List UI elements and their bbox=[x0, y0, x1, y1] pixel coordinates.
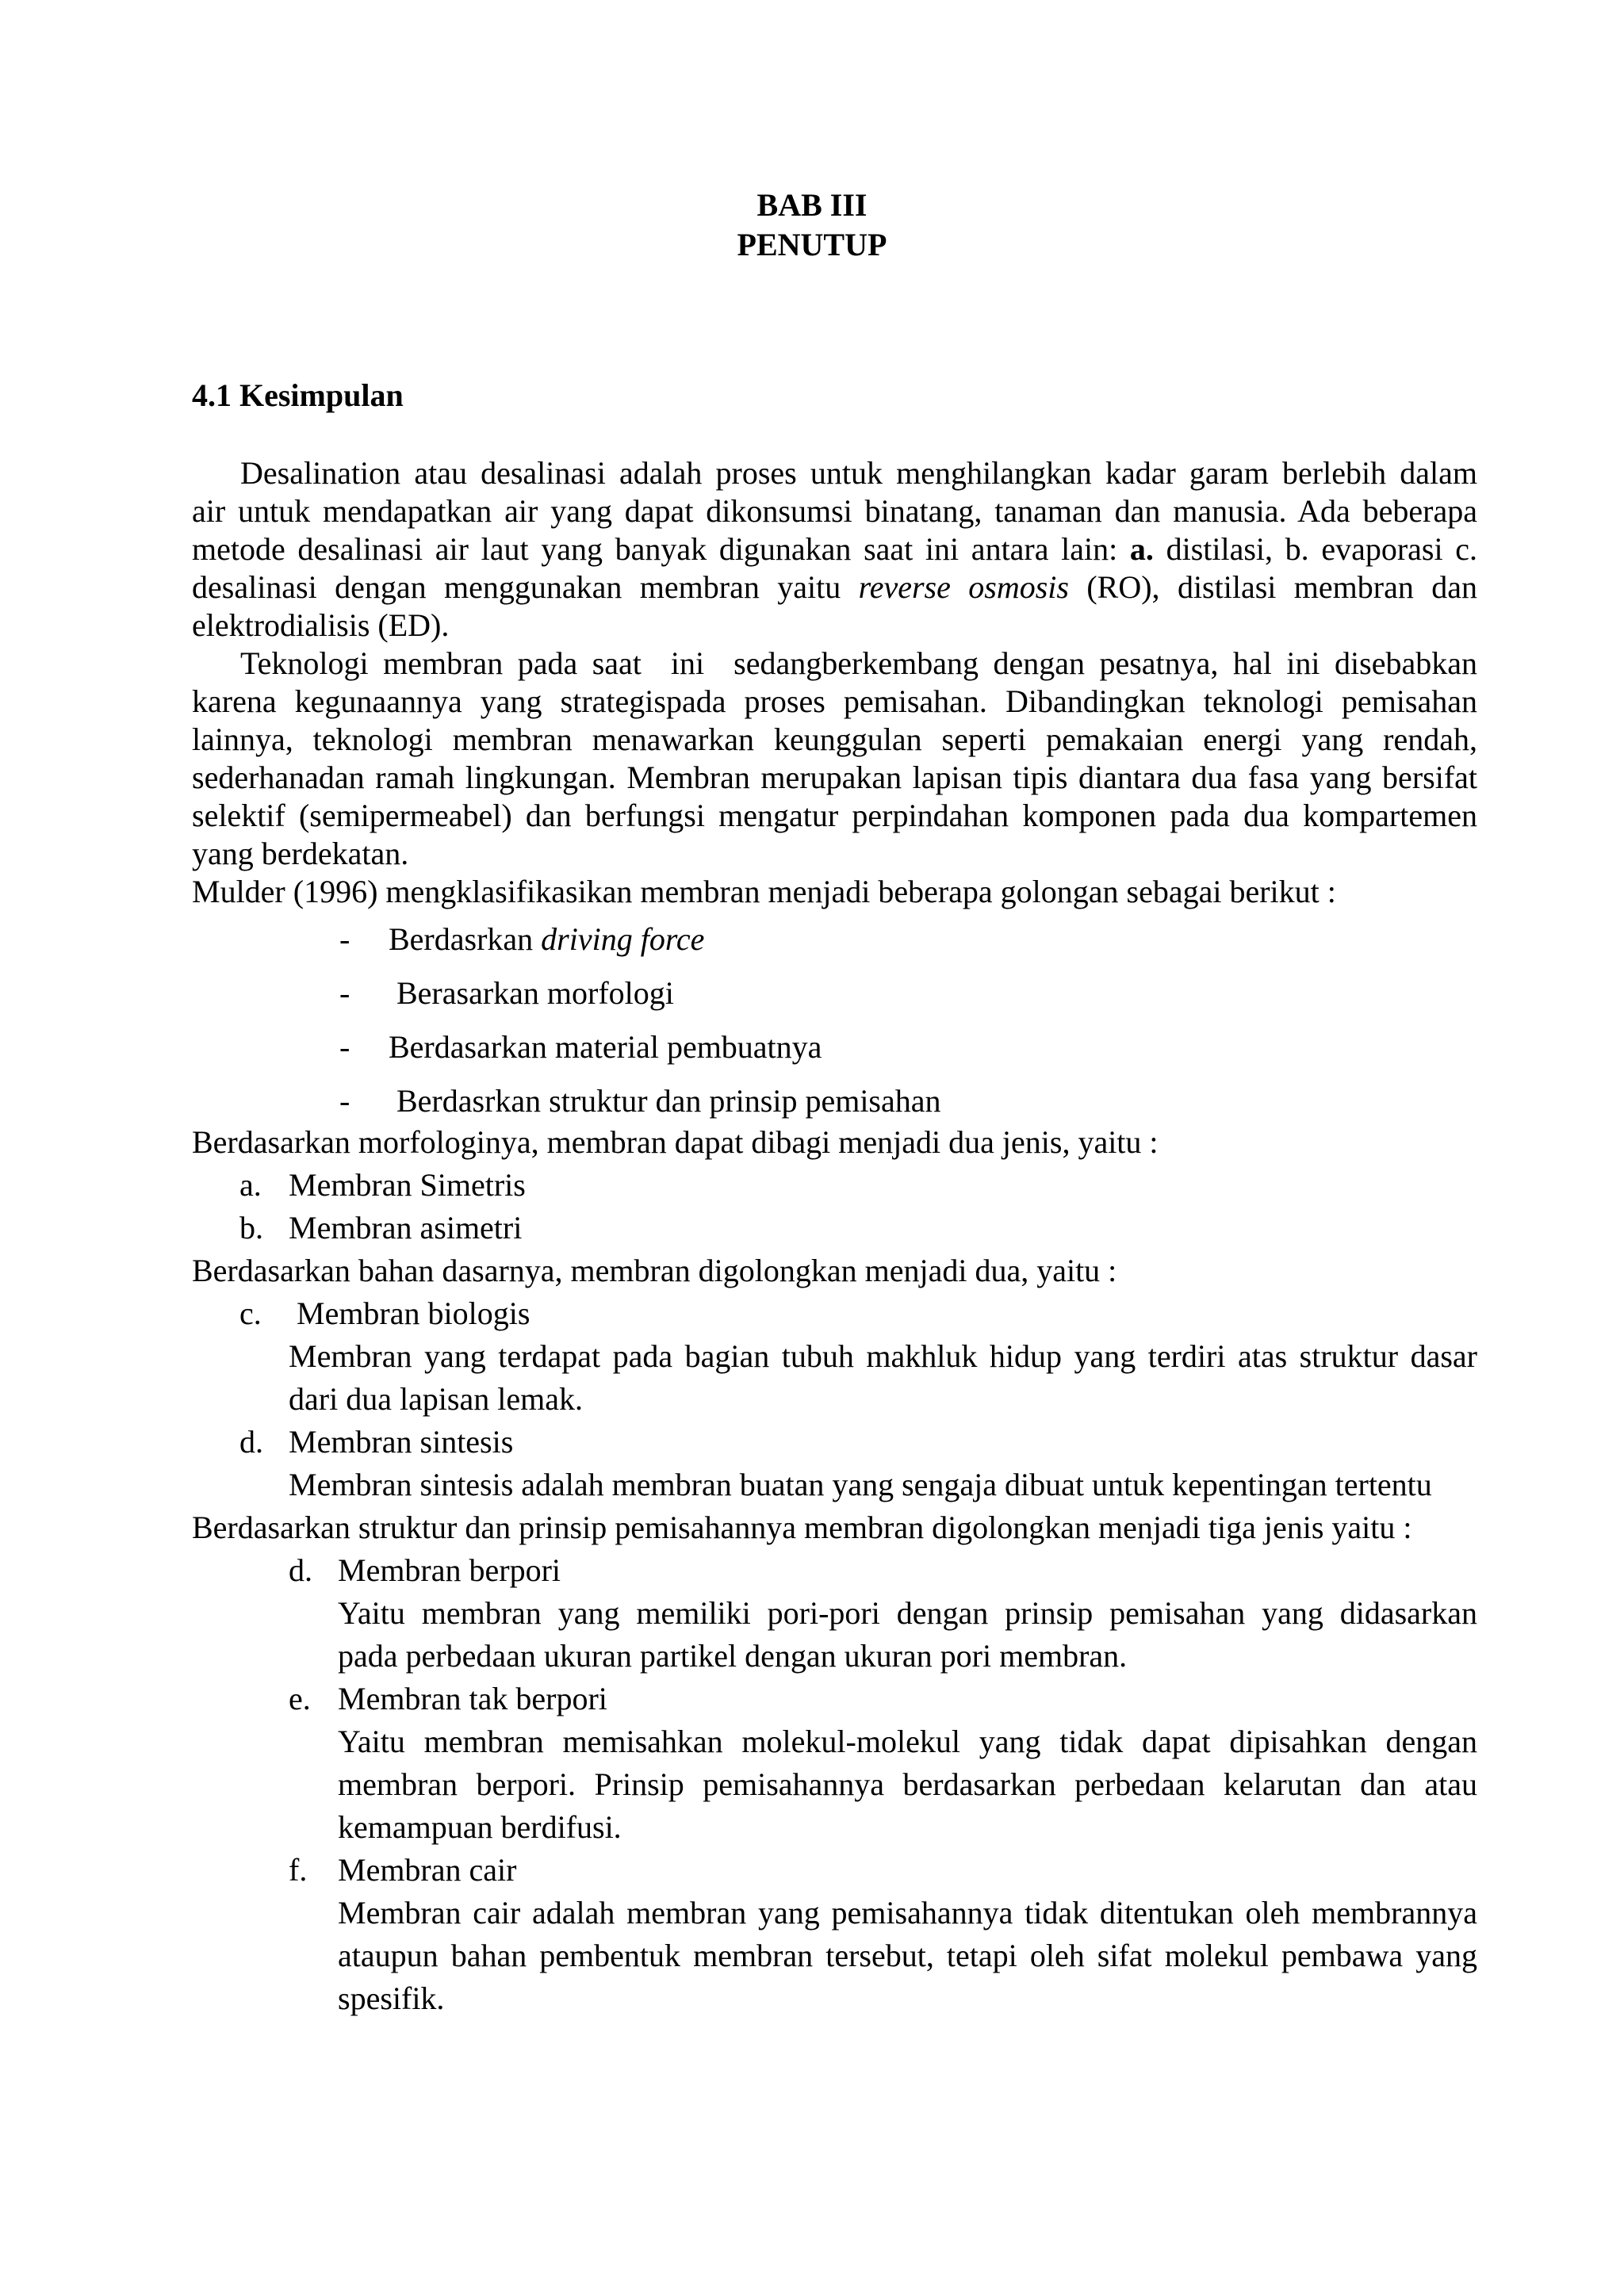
morfologi-intro: Berdasarkan morfologinya, membran dapat dibagi menjadi dua jenis, yaitu : bbox=[192, 1124, 1159, 1160]
list-marker: b. bbox=[239, 1210, 263, 1246]
list-marker: - bbox=[339, 1029, 350, 1065]
list-marker: e. bbox=[289, 1681, 311, 1716]
list-item: Membran sintesis bbox=[289, 1424, 514, 1460]
list-item: Berdasrkan struktur dan prinsip pemisahan bbox=[389, 1083, 941, 1119]
list-marker: a. bbox=[239, 1167, 262, 1203]
list-item-description: Membran yang terdapat pada bagian tubuh makhluk hidup yang terdiri atas struktur dasar bbox=[289, 1338, 1477, 1374]
list-item-description: ataupun bahan pembentuk membran tersebut, tetapi oleh sifat molekul pembawa yang bbox=[338, 1938, 1477, 1973]
list-item-description: pada perbedaan ukuran partikel dengan ukuran pori membran. bbox=[338, 1638, 1128, 1674]
list-marker: - bbox=[339, 975, 350, 1011]
para1-line: desalinasi dengan menggunakan membran yaitu reverse osmosis (RO), distilasi membran dan bbox=[192, 569, 1477, 605]
list-item: Membran asimetri bbox=[289, 1210, 523, 1246]
para1-line: metode desalinasi air laut yang banyak digunakan saat ini antara lain: a. distilasi, b. evaporasi c. bbox=[192, 531, 1478, 567]
list-item-description: membran berpori. Prinsip pemisahannya berdasarkan perbedaan kelarutan dan atau bbox=[338, 1766, 1477, 1802]
para2-line: Teknologi membran pada saat ini sedangberkembang dengan pesatnya, hal ini disebabkan bbox=[240, 645, 1477, 681]
list-item-description: spesifik. bbox=[338, 1980, 445, 2016]
list-marker: c. bbox=[239, 1295, 262, 1331]
list-item-description: Membran cair adalah membran yang pemisahannya tidak ditentukan oleh membrannya bbox=[338, 1895, 1477, 1931]
list-item-description: Membran sintesis adalah membran buatan yang sengaja dibuat untuk kepentingan tertentu bbox=[289, 1467, 1432, 1502]
chapter-subtitle: PENUTUP bbox=[737, 227, 887, 262]
list-item: Berdasarkan material pembuatnya bbox=[389, 1029, 822, 1065]
list-marker: - bbox=[339, 1083, 350, 1119]
para2-line: lainnya, teknologi membran menawarkan keunggulan seperti pemakaian energi yang rendah, bbox=[192, 721, 1477, 757]
section-heading: 4.1 Kesimpulan bbox=[192, 377, 404, 413]
bahan-intro: Berdasarkan bahan dasarnya, membran digolongkan menjadi dua, yaitu : bbox=[192, 1253, 1117, 1288]
para1-line: air untuk mendapatkan air yang dapat dikonsumsi binatang, tanaman dan manusia. Ada beberapa bbox=[192, 493, 1477, 529]
list-item: Berasarkan morfologi bbox=[389, 975, 674, 1011]
struktur-intro: Berdasarkan struktur dan prinsip pemisahannya membran digolongkan menjadi tiga jenis yaitu : bbox=[192, 1510, 1412, 1545]
para2-line: karena kegunaannya yang strategispada proses pemisahan. Dibandingkan teknologi pemisahan bbox=[192, 683, 1477, 719]
list-item: Berdasrkan driving force bbox=[389, 921, 705, 957]
list-item: Membran biologis bbox=[289, 1295, 530, 1331]
para2-line: selektif (semipermeabel) dan berfungsi mengatur perpindahan komponen pada dua kompartemen bbox=[192, 798, 1477, 833]
para1-line: Desalination atau desalinasi adalah proses untuk menghilangkan kadar garam berlebih dalam bbox=[240, 455, 1477, 491]
list-item-description: Yaitu membran memisahkan molekul-molekul yang tidak dapat dipisahkan dengan bbox=[338, 1724, 1477, 1759]
list-marker: - bbox=[339, 921, 350, 957]
list-marker: d. bbox=[239, 1424, 263, 1460]
list-marker: d. bbox=[289, 1552, 312, 1588]
list-item-description: dari dua lapisan lemak. bbox=[289, 1381, 583, 1417]
list-item: Membran Simetris bbox=[289, 1167, 526, 1203]
list-item-description: kemampuan berdifusi. bbox=[338, 1809, 622, 1845]
list-item: Membran tak berpori bbox=[338, 1681, 607, 1716]
para1-line: elektrodialisis (ED). bbox=[192, 607, 450, 643]
list-item-description: Yaitu membran yang memiliki pori-pori dengan prinsip pemisahan yang didasarkan bbox=[338, 1595, 1477, 1631]
para2-line: yang berdekatan. bbox=[192, 836, 409, 871]
para2-line: sederhanadan ramah lingkungan. Membran merupakan lapisan tipis diantara dua fasa yang bersifat bbox=[192, 760, 1477, 795]
list-item: Membran cair bbox=[338, 1852, 517, 1888]
chapter-title: BAB III bbox=[756, 187, 868, 223]
mulder-intro: Mulder (1996) mengklasifikasikan membran menjadi beberapa golongan sebagai berikut : bbox=[192, 874, 1336, 909]
list-item: Membran berpori bbox=[338, 1552, 561, 1588]
list-marker: f. bbox=[289, 1852, 308, 1888]
